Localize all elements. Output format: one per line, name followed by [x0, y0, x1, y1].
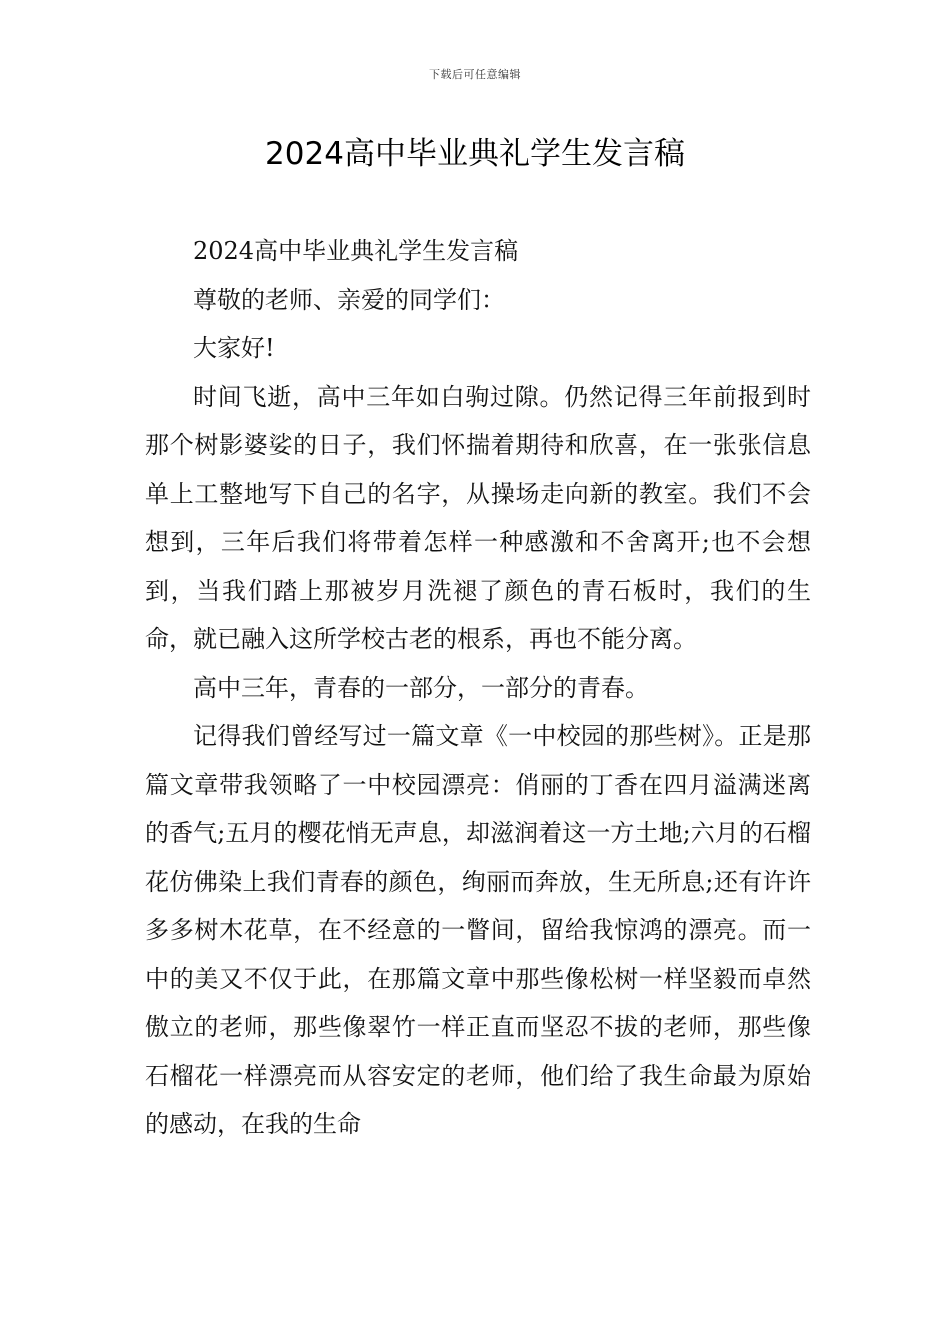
paragraph-salutation: 尊敬的老师、亲爱的同学们：	[193, 285, 505, 314]
paragraph-youth: 高中三年，青春的一部分，一部分的青春。	[193, 673, 649, 702]
paragraph-trees: 记得我们曾经写过一篇文章《一中校园的那些树》。正是那篇文章带我领略了一中校园漂亮：俏丽的丁香在四月溢满迷离的香气;五月的樱花悄无声息，却滋润着这一方土地;六月的石榴花仿佛染上我们青春的颜色，绚丽而奔放，生无所息;还有许许多多树木花草，在不经意的一瞥间，留给我惊鸿的漂亮。而一中的美又不仅于此，在那篇文章中那些像松树一样坚毅而卓然傲立的老师，那些像翠竹一样正直而坚忍不拔的老师，那些像石榴花一样漂亮而从容安定的老师，他们给了我生命最为原始的感动，在我的生命	[145, 722, 811, 1138]
paragraph-memories: 时间飞逝，高中三年如白驹过隙。仍然记得三年前报到时那个树影婆娑的日子，我们怀揣着期待和欣喜，在一张张信息单上工整地写下自己的名字，从操场走向新的教室。我们不会想到，三年后我们将带着怎样一种感激和不舍离开;也不会想到，当我们踏上那被岁月洗褪了颜色的青石板时，我们的生命，就已融入这所学校古老的根系，再也不能分离。	[145, 382, 811, 653]
paragraph-greeting: 大家好!	[193, 334, 275, 362]
paragraph-subtitle: 2024高中毕业典礼学生发言稿	[193, 237, 519, 265]
document-body	[145, 227, 811, 1149]
document-title: 2024高中毕业典礼学生发言稿	[265, 136, 685, 172]
header-note: 下载后可任意编辑	[429, 68, 521, 81]
